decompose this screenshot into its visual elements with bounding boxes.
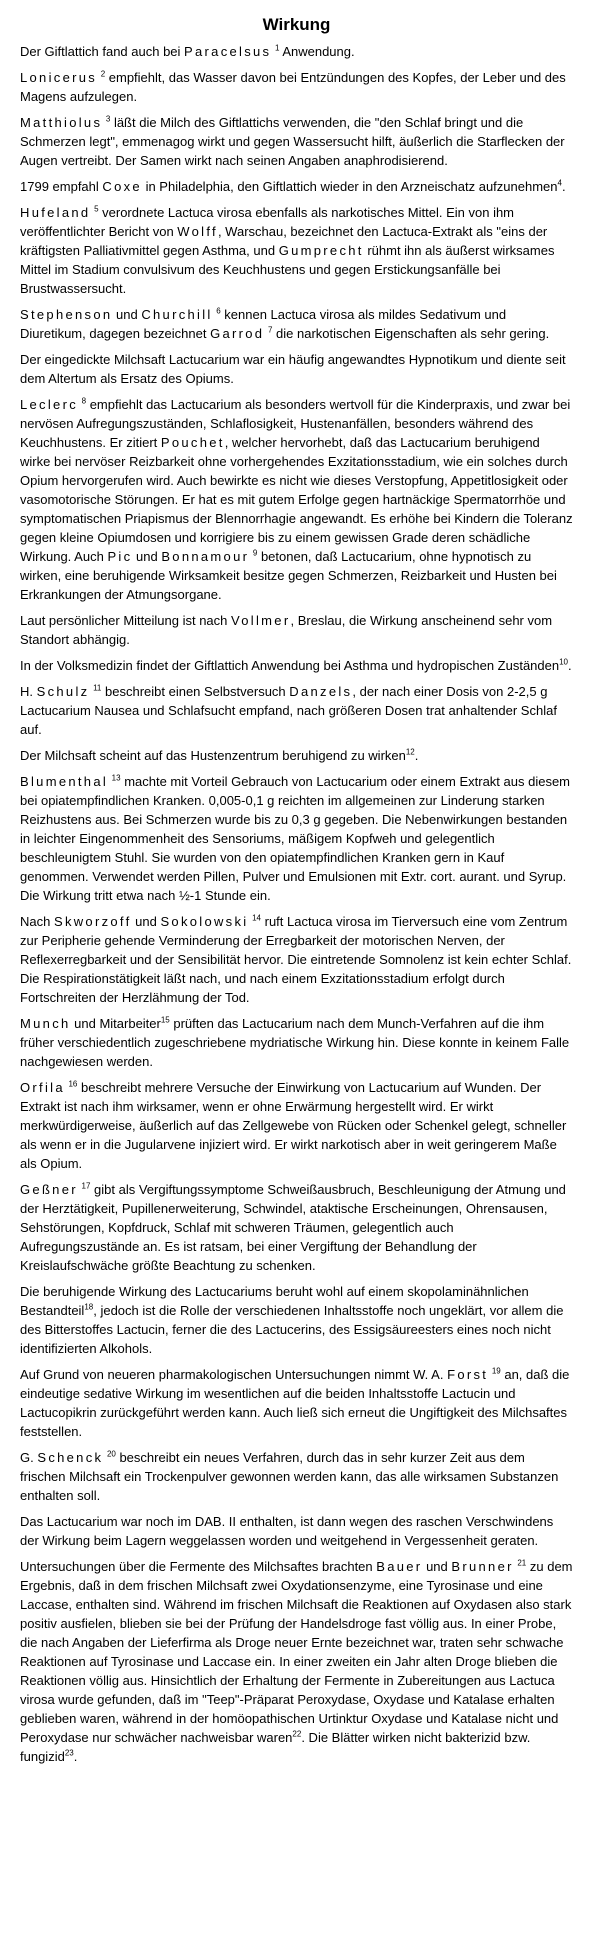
author-name: Stephenson [20,307,113,322]
author-name: Brunner [451,1559,514,1574]
text-run: Nach [20,914,54,929]
text-run: Der eingedickte Milchsaft Lactucarium war ein häufig angewandtes Hypnotikum und diente seit dem Altertum als Ersatz des Opiums. [20,352,566,386]
text-run: H. [20,684,37,699]
footnote-ref: 19 [491,1366,501,1376]
text-run: betonen, daß Lactucarium, ohne hypnotisch zu wirken, eine beruhigende Wirksamkeit besitze gegen Schmerzen, Reizbarkeit und Husten bei Erkrankungen der Atmungsorgane. [20,549,557,602]
author-name: Orfila [20,1080,65,1095]
paragraph [20,42,573,61]
text-run: ruft Lactuca virosa im Tierversuch eine vom Zentrum zur Peripherie gehende Verminderung der Erregbarkeit der motorischen Nerven, der Reflexerregbarkeit und der Sensibilität hervor. Die eintretende Somnolenz ist kein echter Schlaf. Die Respirationstätigkeit läßt nach, und nach einem Exzitationsstadium erfolgt durch Fortschreiten der Herzlähmung der Tod. [20,914,572,1005]
text-run: . [73,1749,78,1764]
text-run: . [414,748,419,763]
footnote-ref: 9 [252,548,258,558]
text-run: läßt die Milch des Giftlattichs verwenden, die "den Schlaf bringt und die Schmerzen legt", emmenagog wirkt und gegen Wassersucht hilft, äußerlich die Starflecken der Augen vertreibt. Der Samen wirkt nach seinen Angaben anaphrodisierend. [20,115,565,168]
paragraph [20,177,573,196]
footnote-ref: 21 [517,1558,527,1568]
author-name: Coxe [102,179,142,194]
text-run: 1799 empfahl [20,179,103,194]
text-run: verordnete Lactuca virosa ebenfalls als narkotisches Mittel. Ein von ihm veröffentlichter Bericht von [20,205,515,239]
author-name: Vollmer [231,613,291,628]
paragraph [20,746,573,765]
footnote-ref: 13 [111,773,121,783]
footnote-ref: 15 [160,1015,170,1025]
text-run: Untersuchungen über die Fermente des Milchsaftes brachten [20,1559,377,1574]
footnote-ref: 4 [557,178,562,188]
text-run: und [422,1559,452,1574]
author-name: Hufeland [20,205,91,220]
text-run: zu dem Ergebnis, daß in dem frischen Milchsaft zwei Oxydationsenzyme, eine Tyrosinase und eine Laccase, enthalten sind. Während im frischen Milchsaft die Reaktionen auf Oxydasen also stark positiv ausfielen, blieben sie bei der Prüfung der Handelsdroge fast völlig aus. In einer Probe, die nach Angaben der Lieferfirma als Droge neuer Ernte bezeichnet war, traten sehr schwache Reaktionen auf Tyrosinase und Laccase ein. In einer zweiten ein Jahr alten Droge blieben die Reaktionen völlig aus. Hinsichtlich der Erhaltung der Fermente in Zubereitungen aus Lactuca virosa wurde gefunden, daß im "Teep"-Präparat Peroxydase, Oxydase und Katalase erhalten geblieben waren, während in der homöopathischen Urtinktur Oxydase und Katalase nicht und Peroxydase nur schwächer nachweisbar waren [20,1559,573,1745]
footnote-ref: 6 [216,306,221,316]
text-run: , jedoch ist die Rolle der verschiedenen Inhaltsstoffe noch ungeklärt, vor allem die des Bitterstoffes Lactucin, ferner die des Lactucerins, des Essigsäureesters eines noch nicht identifizierten Alkohols. [20,1303,564,1356]
text-run: gibt als Vergiftungssymptome Schweißausbruch, Beschleunigung der Atmung und der Herztätigkeit, Pupillenerweiterung, Schwindel, ataktische Erscheinungen, Ohrensausen, Sehstörungen, Kopfdruck, Schlaf mit schweren Träumen, gelegentlich auch Aufregungszustände an. Es ist ratsam, bei einer Vergiftung der Behandlung der Kreislaufschwäche größte Beachtung zu schenken. [20,1182,566,1273]
footnote-ref: 3 [105,114,111,124]
text-run: , Warschau, bezeichnet den Lactuca-Extrakt als "eins der kräftigsten Palliativmittel gegen Asthma, und [20,224,548,258]
text-run: prüften das Lactucarium nach dem Munch-Verfahren auf die ihm früher verschiedentlich zugeschriebene mydriatische Wirkung hin. Diese konnte in keinem Falle nachgewiesen werden. [20,1016,570,1069]
author-name: Blumenthal [20,774,109,789]
text-run: Die beruhigende Wirkung des Lactucariums beruht wohl auf einem skopolaminähnlichen Bestandteil [20,1284,529,1318]
author-name: Matthiolus [20,115,103,130]
paragraph [20,1512,573,1550]
author-name: Schulz [36,684,90,699]
text-run: Das Lactucarium war noch im DAB. II enthalten, ist dann wegen des raschen Verschwindens der Wirkung beim Lagern weggelassen worden und weitgehend in Vergessenheit geraten. [20,1514,554,1548]
text-run: an, daß die eindeutige sedative Wirkung im wesentlichen auf die beiden Inhaltsstoffe Lactucin und Lactucopikrin zurückgeführt werden kann. Auch ließ sich erneut die Ungiftigkeit des Milchsaftes feststellen. [20,1367,570,1439]
footnote-ref: 1 [274,43,280,53]
footnote-ref: 5 [94,204,99,214]
text-run: . [561,179,566,194]
paragraph [20,656,573,675]
author-name: Wolff [177,224,218,239]
paragraph [20,611,573,649]
footnote-ref: 22 [292,1729,302,1739]
footnote-ref: 12 [405,747,415,757]
footnote-ref: 17 [81,1181,91,1191]
text-run: beschreibt einen Selbstversuch [101,684,290,699]
paragraph [20,772,573,905]
author-name: Pic [107,549,133,564]
author-name: Geßner [20,1182,78,1197]
text-run: . Die Blätter wirken nicht bakterizid bzw. fungizid [20,1730,531,1764]
footnote-ref: 18 [84,1302,94,1312]
text-run: , der nach einer Dosis von 2-2,5 g Lactucarium Nausea und Schlafsucht empfand, nach größeren Dosen trat anhaltender Schlaf auf. [20,684,557,737]
paragraph [20,1365,573,1441]
paragraph [20,1557,573,1766]
paragraph [20,1078,573,1173]
author-name: Sokolowski [160,914,249,929]
paragraph [20,682,573,739]
paragraph [20,113,573,170]
footnote-ref: 11 [93,683,102,693]
footnote-ref: 14 [252,913,261,923]
paragraph [20,395,573,604]
text-run: , Breslau, die Wirkung anscheinend sehr vom Standort abhängig. [20,613,553,647]
text-run: und [131,914,161,929]
paragraph [20,68,573,106]
text-run: und Mitarbeiter [70,1016,161,1031]
author-name: Schenck [37,1450,104,1465]
text-run: , welcher hervorhebt, daß das Lactucarium beruhigend wirke bei nervöser Reizbarkeit ohne vorhergehendes Exzitationsstadium, wie ein solches durch Opium hervorgerufen wird. Auch bewirkte es nicht wie dieses Verstopfung, Appetitlosigkeit oder vasomotorische Störungen. Er hat es mit gutem Erfolge gegen hartnäckige Spermatorrhöe und symptomatischen Priapismus der Blennorrhagie angewandt. Es erhöhe bei Kindern die Toleranz gegen kleine Opiumdosen und korrigiere bis zu einem gewissen Grade deren schädliche Wirkung. Auch [20,435,573,564]
author-name: Bauer [376,1559,423,1574]
text-run: und [132,549,162,564]
paragraph [20,1448,573,1505]
text-run: und [112,307,142,322]
text-run: Der Giftlattich fand auch bei [20,44,185,59]
author-name: Garrod [210,326,265,341]
text-run: machte mit Vorteil Gebrauch von Lactucarium oder einem Extrakt aus diesem bei opiatempfindlichen Kranken. 0,005-0,1 g reichten im allgemeinen zur Linderung starken Reizhustens aus. Bei Schmerzen wurde bis zu 0,3 g gegeben. Die Nebenwirkungen bestanden in leichter Eingenommenheit des Sensoriums, mäßigem Kopfweh und gelegentlich beschleunigtem Stuhl. Sie wurden von den opiatempfindlichen Kranken gern in Kauf genommen. Verwendet werden Pillen, Pulver und Emulsionen mit Extr. cort. aurant. und Syrup. Die Wirkung tritt etwa nach ½-1 Stunde ein. [20,774,571,903]
author-name: Danzels [289,684,353,699]
text-run: Anwendung. [279,44,355,59]
author-name: Forst [447,1367,489,1382]
text-run: kennen Lactuca virosa als mildes Sedativum und Diuretikum, dagegen bezeichnet [20,307,507,341]
footnote-ref: 8 [81,396,87,406]
text-run: die narkotischen Eigenschaften als sehr gering. [272,326,550,341]
author-name: Leclerc [20,397,79,412]
text-run: Der Milchsaft scheint auf das Hustenzentrum beruhigend zu wirken [20,748,406,763]
paragraph [20,203,573,298]
author-name: Bonnamour [161,549,250,564]
paragraph [20,1014,573,1071]
text-run: empfiehlt das Lactucarium als besonders wertvoll für die Kinderpraxis, und zwar bei nervösen Aufregungszuständen, Schlaflosigkeit, Hustenanfällen, besonders während des Keuchhustens. Er zitiert [20,397,571,450]
author-name: Churchill [141,307,213,322]
author-name: Skworzoff [53,914,132,929]
paragraph [20,912,573,1007]
footnote-ref: 23 [64,1748,74,1758]
paragraph [20,350,573,388]
text-run: in Philadelphia, den Giftlattich wieder in den Arzneischatz aufzunehmen [141,179,558,194]
author-name: Pouchet [160,435,225,450]
text-run: Auf Grund von neueren pharmakologischen Untersuchungen nimmt W. A. [20,1367,448,1382]
paragraph [20,1180,573,1275]
footnote-ref: 10 [559,657,569,667]
text-run: . [568,658,572,673]
text-run: beschreibt ein neues Verfahren, durch das in sehr kurzer Zeit aus dem frischen Milchsaft ein Trockenpulver gewonnen werden kann, das alle wirksamen Substanzen enthalten soll. [20,1450,559,1503]
footnote-ref: 16 [68,1079,78,1089]
text-run: rühmt ihn als äußerst wirksames Mittel im Stadium convulsivum des Keuchhustens und gegen Erstickungsanfälle bei Brustwassersucht. [20,243,555,296]
footnote-ref: 7 [267,325,273,335]
section-heading: Wirkung [262,15,331,34]
footnote-ref: 2 [100,69,106,79]
paragraph [20,305,573,343]
author-name: Lonicerus [20,70,98,85]
author-name: Paracelsus [184,44,272,59]
author-name: Gumprecht [278,243,364,258]
text-run: Laut persönlicher Mitteilung ist nach [20,613,232,628]
author-name: Munch [20,1016,71,1031]
text-run: empfiehlt, das Wasser davon bei Entzündungen des Kopfes, der Leber und des Magens aufzulegen. [20,70,566,104]
text-run: In der Volksmedizin findet der Giftlattich Anwendung bei Asthma und hydropischen Zuständen [20,658,560,673]
paragraph [20,1282,573,1358]
text-run: G. [20,1450,38,1465]
document-body [20,42,573,1766]
text-run: beschreibt mehrere Versuche der Einwirkung von Lactucarium auf Wunden. Der Extrakt ist nach ihm wirksamer, wenn er ohne Erwärmung hergestellt wird. Er wirkt merkwürdigerweise, äußerlich auf das Zellgewebe von Rücken oder Schenkel gelegt, schneller als wenn er in die Jugularvene injiziert wird. Er wirkt narkotisch aber in weit geringerem Maße als Opium. [20,1080,567,1171]
footnote-ref: 20 [106,1449,116,1459]
